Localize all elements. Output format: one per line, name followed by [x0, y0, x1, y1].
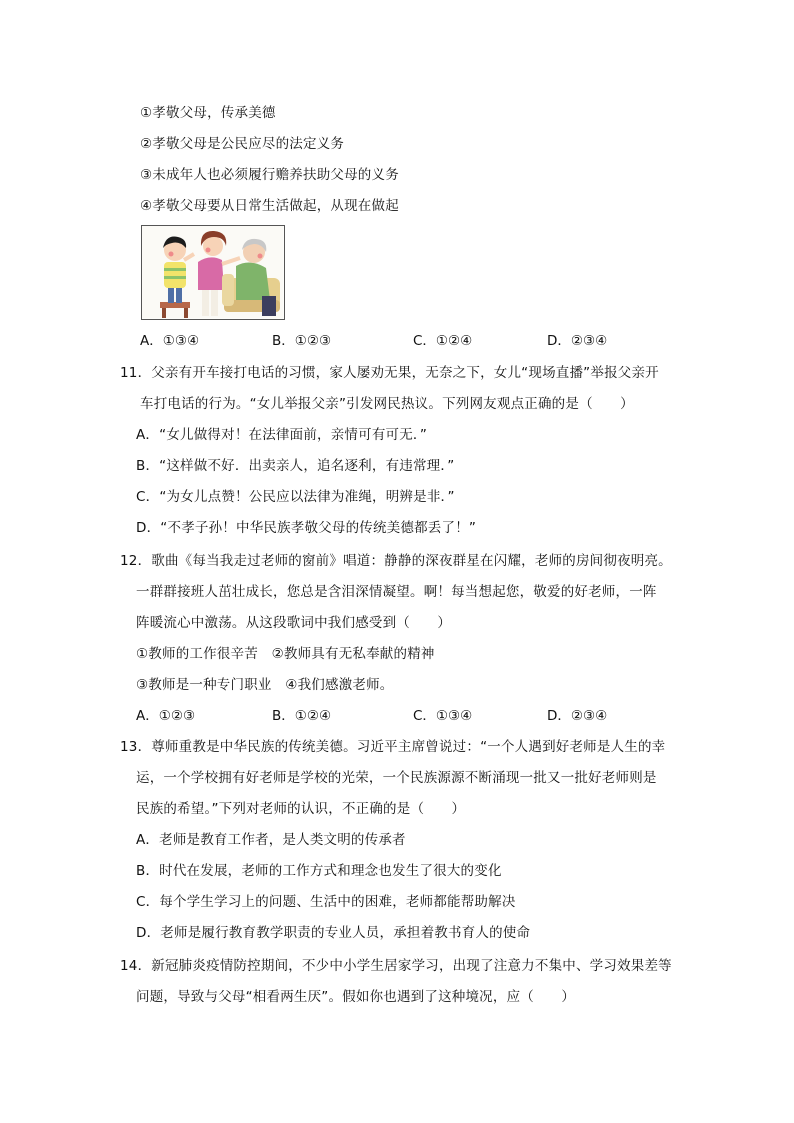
q14-stem-line-2: 问题，导致与父母“相看两生厌”。假如你也遇到了这种境况，应（ ）: [136, 989, 576, 1005]
q10-option-d[interactable]: D．②③④: [547, 333, 608, 349]
q10-statement-1: ①孝敬父母，传承美德: [140, 105, 276, 121]
q13-stem-line-1: 13．尊师重教是中华民族的传统美德。习近平主席曾说过：“一个人遇到好老师是人生的幸: [120, 739, 666, 755]
q10-option-c[interactable]: C．①②④: [413, 333, 473, 349]
q13-option-b[interactable]: B．时代在发展，老师的工作方式和理念也发生了很大的变化: [136, 863, 502, 879]
q13-option-c[interactable]: C．每个学生学习上的问题、生活中的困难，老师都能帮助解决: [136, 894, 516, 910]
q12-statements-line-2: ③教师是一种专门职业 ④我们感激老师。: [136, 677, 394, 693]
q10-statement-2: ②孝敬父母是公民应尽的法定义务: [140, 136, 345, 152]
q12-options: [0, 708, 794, 724]
q12-stem-line-3: 阵暖流心中激荡。从这段歌词中我们感受到（ ）: [136, 615, 452, 631]
q11-stem-line-1: 11．父亲有开车接打电话的习惯，家人屡劝无果，无奈之下，女儿“现场直播”举报父亲开: [120, 365, 659, 381]
q12-option-b[interactable]: B．①②④: [272, 708, 332, 724]
q11-option-b[interactable]: B．“这样做不好．出卖亲人，追名逐利，有违常理．”: [136, 458, 455, 474]
q10-option-b[interactable]: B．①②③: [272, 333, 332, 349]
q13-option-a[interactable]: A．老师是教育工作者，是人类文明的传承者: [136, 832, 406, 848]
q12-statements-line-1: ①教师的工作很辛苦 ②教师具有无私奉献的精神: [136, 646, 435, 662]
q11-option-c[interactable]: C．“为女儿点赞！公民应以法律为准绳，明辨是非．”: [136, 489, 455, 505]
q10-option-a[interactable]: A．①③④: [140, 333, 200, 349]
q12-stem-line-1: 12．歌曲《每当我走过老师的窗前》唱道：静静的深夜群星在闪耀，老师的房间彻夜明亮。: [120, 553, 672, 569]
q12-stem-line-2: 一群群接班人茁壮成长，您总是含泪深情凝望。啊！每当想起您，敬爱的好老师，一阵: [136, 584, 657, 600]
q12-option-c[interactable]: C．①③④: [413, 708, 473, 724]
q12-option-a[interactable]: A．①②③: [136, 708, 196, 724]
q10-statement-4: ④孝敬父母要从日常生活做起，从现在做起: [140, 198, 399, 214]
illustration-image: [142, 226, 283, 318]
q13-stem-line-2: 运，一个学校拥有好老师是学校的光荣，一个民族源源不断涌现一批又一批好老师则是: [136, 770, 657, 786]
illustration-filial-piety: [141, 225, 285, 320]
q10-options: [0, 333, 794, 349]
q12-option-d[interactable]: D．②③④: [547, 708, 608, 724]
q13-option-d[interactable]: D．老师是履行教育教学职责的专业人员，承担着教书育人的使命: [136, 925, 531, 941]
q11-stem-line-2: 车打电话的行为。“女儿举报父亲”引发网民热议。下列网友观点正确的是（ ）: [140, 396, 634, 412]
q11-option-d[interactable]: D．“不孝子孙！中华民族孝敬父母的传统美德都丢了！”: [136, 520, 477, 536]
q14-stem-line-1: 14．新冠肺炎疫情防控期间，不少中小学生居家学习，出现了注意力不集中、学习效果差等: [120, 958, 672, 974]
q11-option-a[interactable]: A．“女儿做得对！在法律面前，亲情可有可无．”: [136, 427, 428, 443]
q13-stem-line-3: 民族的希望。”下列对老师的认识，不正确的是（ ）: [136, 801, 466, 817]
q10-statement-3: ③未成年人也必须履行赡养扶助父母的义务: [140, 167, 399, 183]
